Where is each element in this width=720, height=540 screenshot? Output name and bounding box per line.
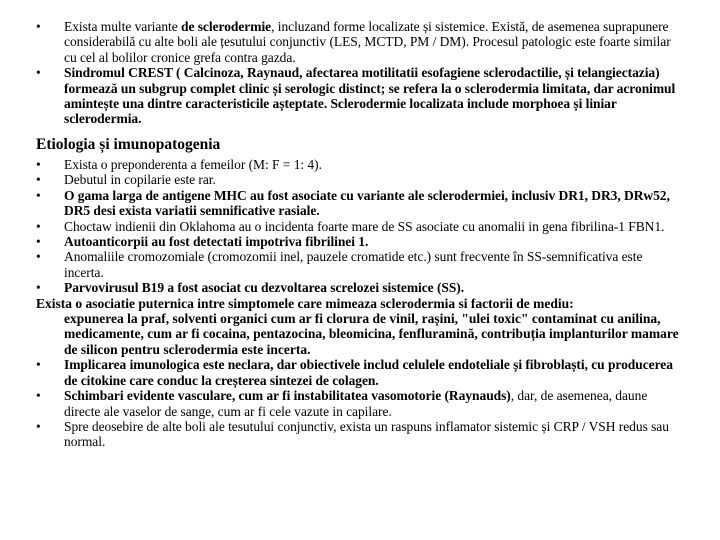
list-item bbox=[36, 19, 680, 65]
text-segment: Debutul in copilarie este rar. bbox=[64, 172, 216, 188]
list-item-text bbox=[64, 249, 642, 279]
bullet-icon: • bbox=[36, 280, 41, 296]
list-item bbox=[36, 280, 680, 295]
list-item-text bbox=[64, 19, 671, 65]
text-segment: O gama larga de antigene MHC au fost asociate cu variante ale sclerodermiei, inclusiv DR1, DR3, DRw52, DR5 desi exista variatii semnificative rasiale. bbox=[64, 187, 670, 219]
etiology-bullet-list bbox=[36, 157, 680, 450]
list-item bbox=[36, 419, 680, 450]
bullet-icon: • bbox=[36, 418, 41, 434]
text-segment: de sclerodermie bbox=[181, 19, 272, 34]
text-segment: Implicarea imunologica este neclara, dar obiectivele includ celulele endoteliale și fibroblaști, cu producerea de citokine care conduc la creșterea sintezei de colagen. bbox=[64, 357, 673, 388]
text-segment: , incluzand forme localizate și sistemice. Există, de asemenea suprapunere considerabilă cu alte boli ale țesutului conjunctiv (LES, MCTD, PM / DM). Procesul patologic este foarte similar cu cel al bolilor cronice grefa contra gazda. bbox=[64, 19, 671, 65]
text-segment: Spre deosebire de alte boli ale tesutului conjunctiv, exista un raspuns inflamator sistemic și CRP / VSH redus sau normal. bbox=[64, 418, 669, 450]
text-segment: Schimbari evidente vasculare, cum ar fi instabilitatea vasomotorie (Raynauds) bbox=[64, 388, 511, 404]
text-segment: Autoanticorpii au fost detectati impotriva fibrilinei 1. bbox=[64, 234, 369, 250]
text-segment: Exista multe variante bbox=[64, 19, 181, 34]
bullet-icon: • bbox=[36, 19, 41, 34]
bullet-icon: • bbox=[36, 388, 41, 404]
list-item bbox=[36, 157, 680, 172]
text-segment: , dar, de asemenea, daune directe ale vaselor de sange, cum ar fi cele vazute in capilare. bbox=[64, 388, 648, 419]
text-segment: Parvovirusul B19 a fost asociat cu dezvoltarea screlozei sistemice (SS). bbox=[64, 280, 465, 296]
list-item-text bbox=[64, 357, 673, 387]
bullet-icon: • bbox=[36, 249, 41, 265]
text-segment: Sindromul CREST ( Calcinoza, Raynaud, afectarea motilitatii esofagiene sclerodactilie, și telangiectazia) formează un subgrup complet clinic și serologic distinct; se refera la o sclerodermia limitata, dar acronimul amintește una dintre caracteristicile așteptate. Sclerodermie localizata include morphoea și liniar sclerodermia. bbox=[64, 65, 676, 127]
paragraph-continuation: expunerea la praf, solventi organici cum ar fi clorura de vinil, rașini, "ulei toxic" contaminat cu anilina, medicamente, cum ar fi cocaina, pentazocina, bleomicina, fenfluramină, contribuția implanturilor mamare de silicon pentru sclerodermia este incerta. bbox=[64, 311, 679, 357]
bullet-icon: • bbox=[36, 234, 41, 250]
list-item-text bbox=[64, 219, 664, 234]
list-item bbox=[36, 357, 680, 388]
text-segment: Anomaliile cromozomiale (cromozomii inel, pauzele cromatide etc.) sunt frecvente în SS-semnificativa este incerta. bbox=[64, 249, 643, 280]
list-item-text bbox=[64, 234, 368, 249]
bullet-icon: • bbox=[36, 357, 41, 373]
text-segment: Choctaw indienii din Oklahoma au o incidenta foarte mare de SS asociate cu anomalii in gena fibrilina-1 FBN1. bbox=[64, 218, 665, 234]
list-item-text bbox=[64, 65, 675, 126]
intro-bullet-list bbox=[36, 19, 680, 127]
list-item bbox=[36, 219, 680, 234]
text-segment: Exista o preponderenta a femeilor (M: F = 1: 4). bbox=[64, 157, 322, 172]
list-item-text bbox=[64, 419, 669, 449]
list-item-text bbox=[64, 172, 216, 187]
list-item bbox=[36, 388, 680, 419]
list-item-text bbox=[64, 388, 647, 418]
list-item-text bbox=[64, 157, 322, 172]
environment-paragraph bbox=[36, 296, 680, 358]
list-item bbox=[36, 172, 680, 187]
bullet-icon: • bbox=[36, 65, 41, 81]
paragraph-first-line: Exista o asociatie puternica intre simptomele care mimeaza sclerodermia si factorii de mediu: bbox=[36, 295, 574, 311]
bullet-icon: • bbox=[36, 157, 41, 172]
bullet-icon: • bbox=[36, 218, 41, 234]
section-heading: Etiologia și imunopatogenia bbox=[36, 136, 221, 153]
bullet-icon: • bbox=[36, 172, 41, 188]
list-item bbox=[36, 249, 680, 280]
bullet-icon: • bbox=[36, 187, 41, 203]
list-item bbox=[36, 65, 680, 127]
list-item bbox=[36, 188, 680, 219]
list-item-text bbox=[64, 280, 464, 295]
list-item-text bbox=[64, 188, 670, 218]
list-item bbox=[36, 234, 680, 249]
